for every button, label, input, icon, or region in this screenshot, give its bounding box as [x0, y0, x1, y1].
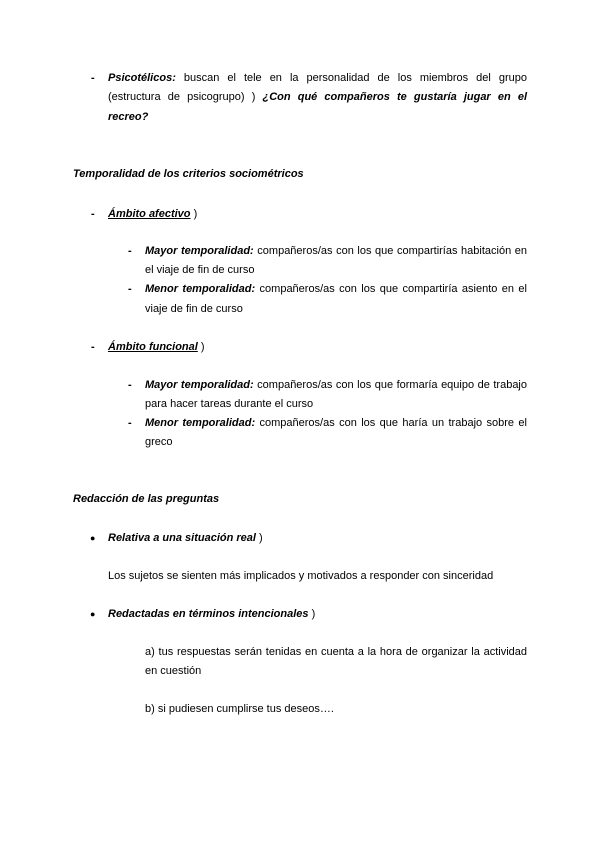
psicotelicos-question: ¿Con qué compañeros te gustaría jugar en el: [262, 91, 528, 103]
afectivo-mayor-line-2: el viaje de fin de curso: [145, 264, 255, 276]
ambito-funcional-suffix: ): [197, 341, 205, 353]
situacion-real-title: Relativa a una situación real: [108, 532, 256, 544]
afectivo-menor-text: compañeros/as con los que compartiría asiento en el: [255, 283, 527, 295]
funcional-mayor-line-2: para hacer tareas durante el curso: [145, 398, 314, 410]
section-heading-temporalidad: Temporalidad de los criterios sociométricos: [73, 168, 304, 180]
psicotelicos-text: buscan el tele en la personalidad de los miembros del grupo: [175, 72, 527, 84]
afectivo-mayor-text: compañeros/as con los que compartirías habitación en: [253, 245, 528, 257]
psicotelicos-structure: (estructura de psicogrupo) ): [108, 91, 263, 103]
circle-bullet: ●: [90, 533, 96, 543]
afectivo-menor-line-2: viaje de fin de curso: [145, 303, 243, 315]
funcional-menor-text: compañeros/as con los que haría un trabajo sobre el: [255, 417, 527, 429]
intencionales-label: [108, 607, 315, 621]
afectivo-menor-term: Menor temporalidad:: [145, 283, 256, 295]
dash-bullet: -: [128, 379, 132, 391]
afectivo-menor-line-1: [145, 282, 527, 296]
circle-bullet: ●: [90, 609, 96, 619]
section-heading-redaccion: Redacción de las preguntas: [73, 493, 220, 505]
funcional-mayor-text: compañeros/as con los que formaría equipo de trabajo: [253, 379, 527, 391]
dash-bullet: -: [91, 341, 95, 353]
ambito-afectivo-title: Ámbito afectivo: [108, 208, 191, 220]
dash-bullet: -: [91, 72, 95, 84]
ambito-funcional-label: [108, 340, 205, 354]
intencionales-title: Redactadas en términos intencionales: [108, 608, 309, 620]
intencionales-suffix: ): [308, 608, 316, 620]
intencionales-option-a-line-2: en cuestión: [145, 665, 202, 677]
ambito-afectivo-label: [108, 207, 197, 221]
funcional-menor-line-1: [145, 416, 527, 430]
intencionales-option-a-line-1: a) tus respuestas serán tenidas en cuenta a la hora de organizar la actividad: [145, 646, 527, 658]
intencionales-option-b: b) si pudiesen cumplirse tus deseos….: [145, 703, 334, 715]
situacion-real-suffix: ): [255, 532, 263, 544]
dash-bullet: -: [128, 283, 132, 295]
situacion-real-label: [108, 531, 263, 545]
psicotelicos-term: Psicotélicos:: [108, 72, 176, 84]
ambito-funcional-title: Ámbito funcional: [108, 341, 198, 353]
psicotelicos-question-end: recreo?: [108, 111, 149, 123]
funcional-menor-term: Menor temporalidad:: [145, 417, 256, 429]
afectivo-mayor-term: Mayor temporalidad:: [145, 245, 254, 257]
psicotelicos-line-2: [108, 90, 527, 104]
dash-bullet: -: [91, 208, 95, 220]
funcional-mayor-term: Mayor temporalidad:: [145, 379, 254, 391]
ambito-afectivo-suffix: ): [190, 208, 198, 220]
situacion-real-text: Los sujetos se sienten más implicados y motivados a responder con sinceridad: [108, 570, 494, 582]
funcional-mayor-line-1: [145, 378, 527, 392]
dash-bullet: -: [128, 245, 132, 257]
psicotelicos-line-1: [108, 71, 527, 85]
dash-bullet: -: [128, 417, 132, 429]
afectivo-mayor-line-1: [145, 244, 527, 258]
funcional-menor-line-2: greco: [145, 436, 173, 448]
